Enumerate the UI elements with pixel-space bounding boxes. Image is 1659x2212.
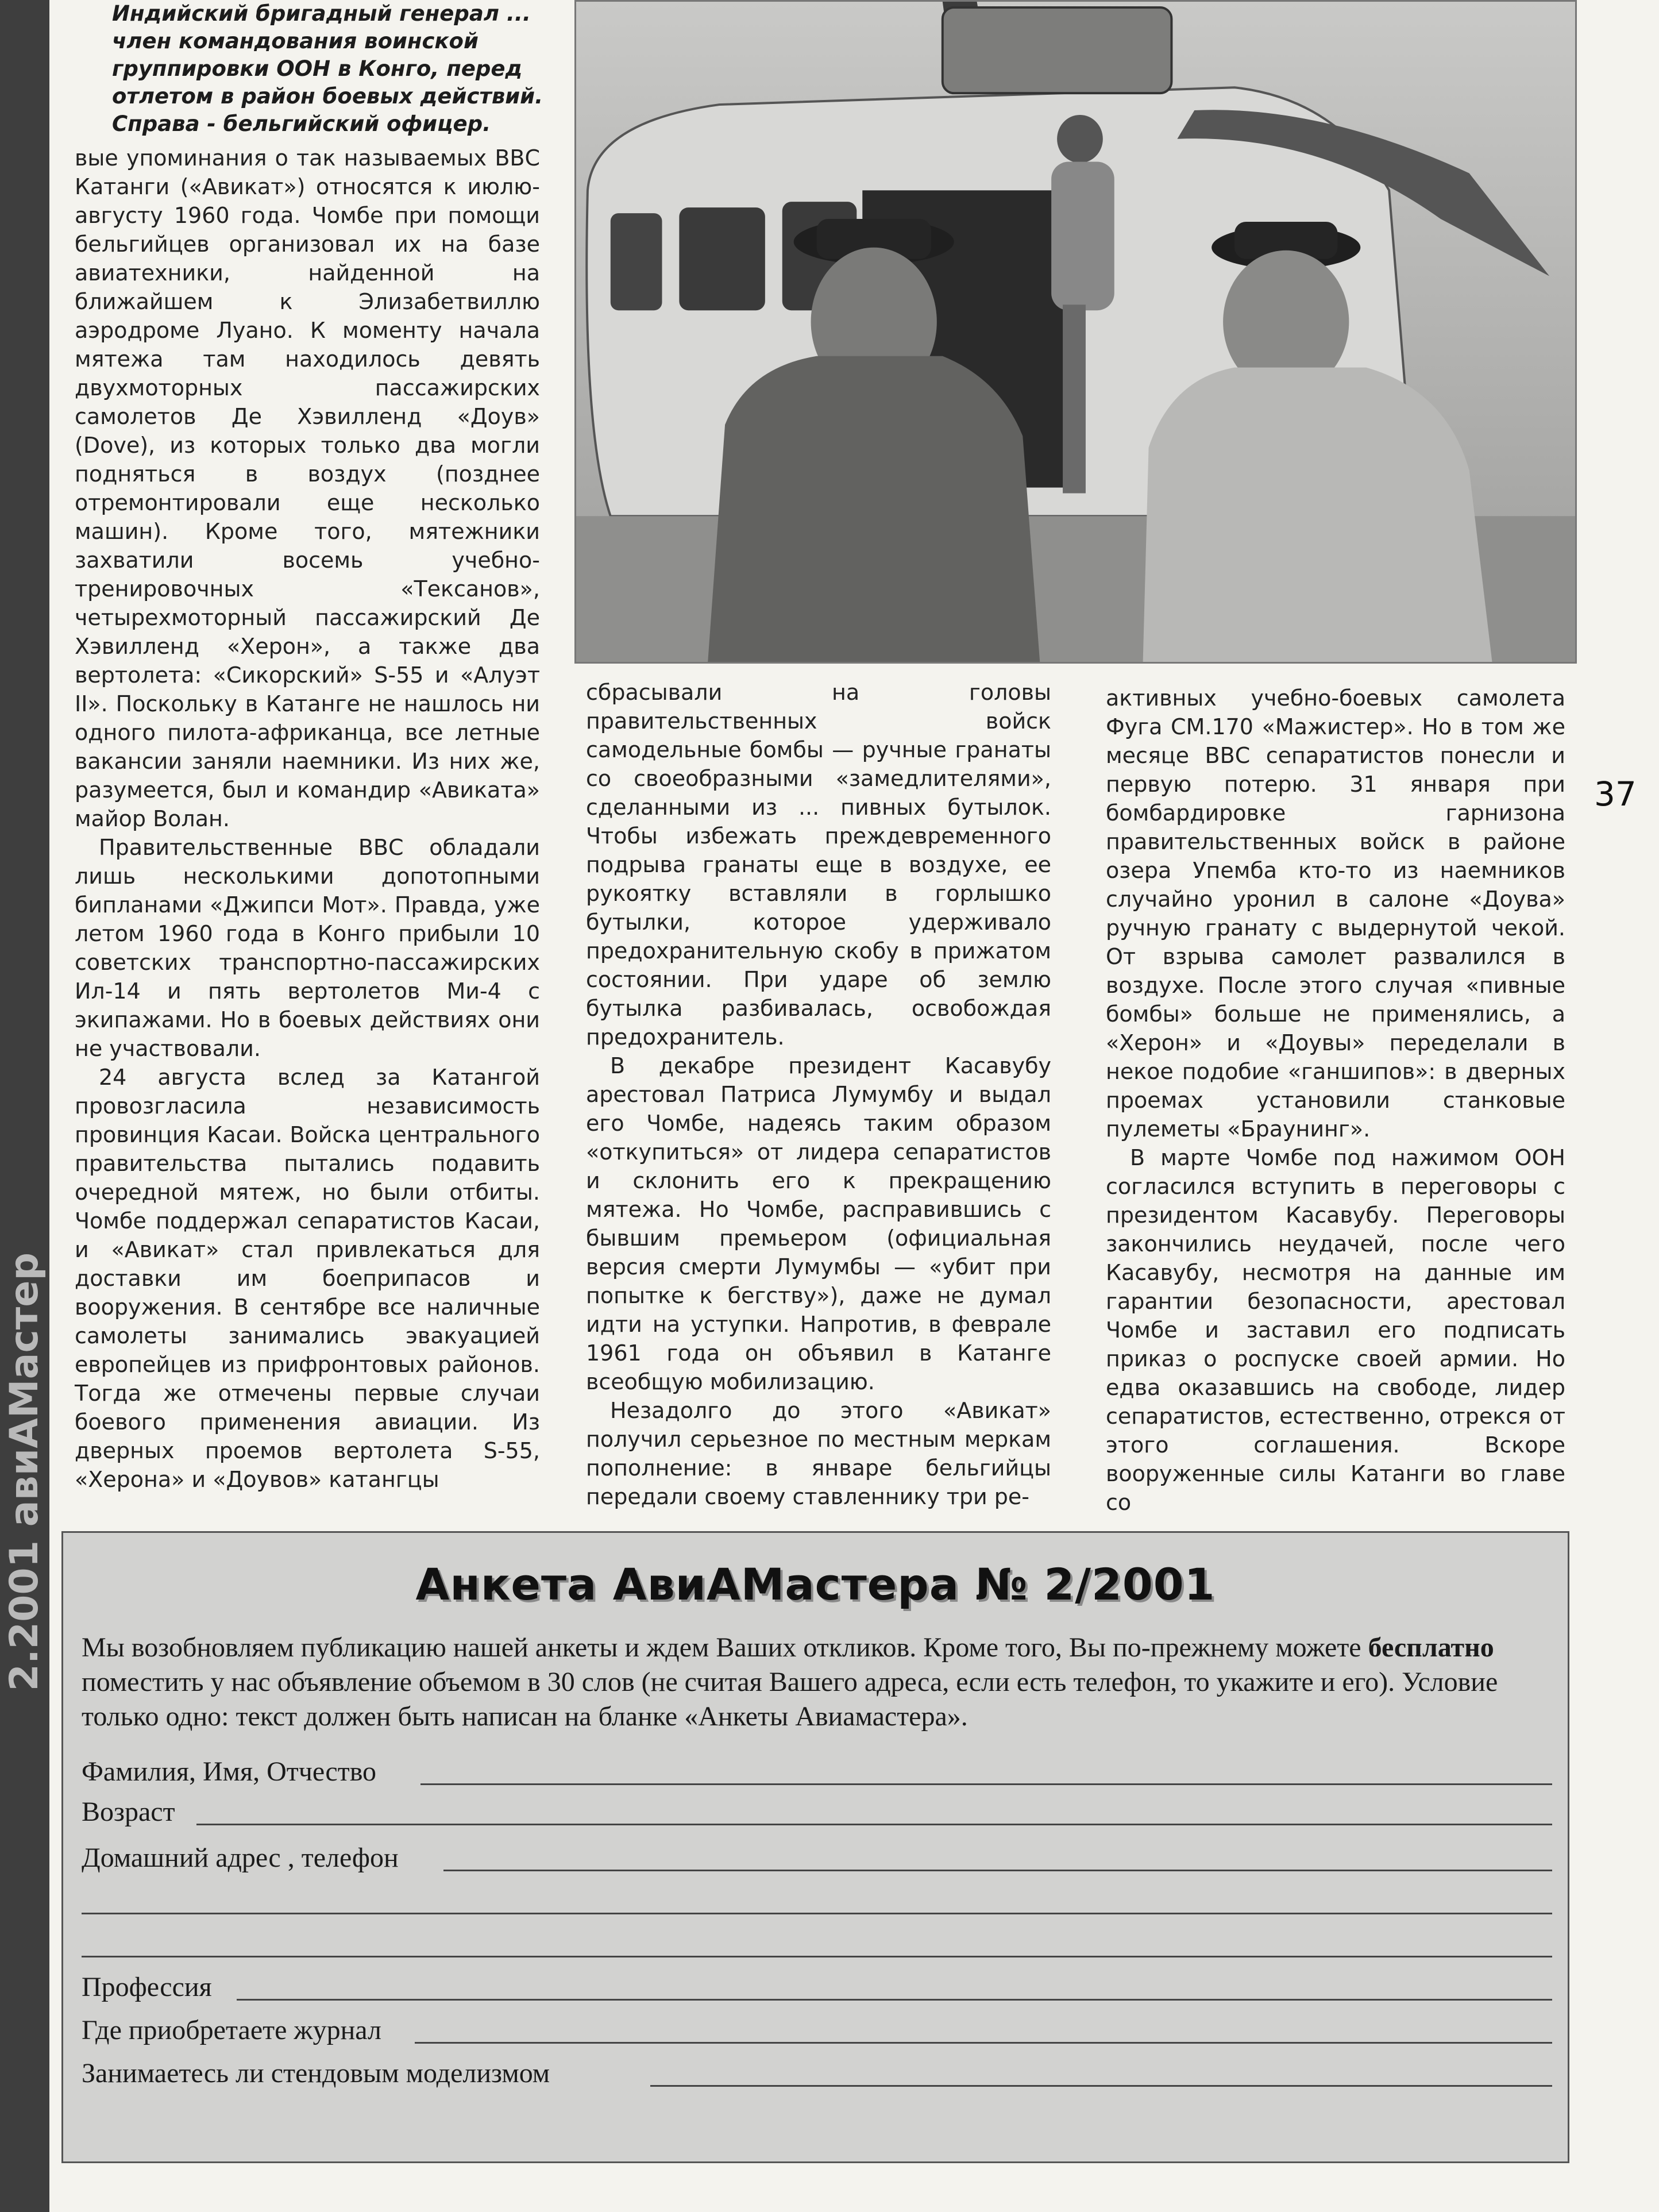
article-paragraph: 24 августа вслед за Катангой провозгласила независимость провинция Касаи. Войска центрального правительства пытались подавить очередной мятеж, но были отбиты. Чомбе поддержал сепаратистов Касаи, и «Авикат» стал привлекаться для доставки им боеприпасов и вооружения. В сентябре все наличные самолеты занимались эвакуацией европейцев из прифронтовых районов. Тогда же отмечены первые случаи боевого применения авиации. Из дверных проемов вертолета S-55, «Херона» и «Доувов» катангцы bbox=[75, 1065, 540, 1492]
field-label: Занимаетесь ли стендовым моделизмом bbox=[82, 2058, 550, 2088]
article-paragraph: В декабре президент Касавубу арестовал Патриса Лумумбу и выдал его Чомбе, надеясь таким образом «откупиться» от лидера сепаратистов и склонить его к прекращению мятежа. Но Чомбе, расправившись с бывшим премьером (официальная версия смерти Лумумбы — «убит при попытке к бегству»), даже не думал идти на уступки. Напротив, в феврале 1961 года он объявил в Катанге всеобщую мобилизацию. bbox=[586, 1053, 1051, 1394]
article-column-1 bbox=[75, 144, 540, 1494]
form-intro bbox=[82, 1631, 1552, 1734]
field-line[interactable] bbox=[415, 2042, 1552, 2044]
field-scale-modeling[interactable] bbox=[82, 2053, 1552, 2090]
article-paragraph: Правительственные ВВС обладали лишь несколькими допотопными бипланами «Джипси Мот». Правда, уже летом 1960 года в Конго прибыли 10 советских транспортно-пассажирских Ил-14 и пять вертолетов Ми-4 с экипажами. Но в боевых действиях они не участвовали. bbox=[75, 835, 540, 1061]
field-line[interactable] bbox=[237, 1999, 1552, 2001]
field-line[interactable] bbox=[82, 1956, 1552, 1957]
field-label: Профессия bbox=[82, 1972, 212, 2002]
field-full-name[interactable] bbox=[82, 1751, 1552, 1788]
photo-image bbox=[576, 2, 1575, 662]
page-spine bbox=[0, 0, 49, 2212]
field-line[interactable] bbox=[196, 1824, 1552, 1825]
issue-header-vertical: 2.2001 авиАМастер bbox=[2, 1253, 47, 1691]
article-column-2 bbox=[586, 678, 1051, 1511]
article-paragraph: В марте Чомбе под нажимом ООН согласился вступить в переговоры с президентом Касавубу. Переговоры закончились неудачей, после чего Касавубу, несмотря на данные им гарантии безопасности, арестовал Чомбе и заставил его подписать приказ о роспуске своей армии. Но едва оказавшись на свободе, лидер сепаратистов, естественно, отрекся от этого соглашения. Вскоре вооруженные силы Катанги во главе со bbox=[1106, 1145, 1565, 1515]
field-line[interactable] bbox=[443, 1870, 1552, 1871]
article-paragraph: вые упоминания о так называемых ВВС Катанги («Авикат») относятся к июлю-августу 1960 года. Чомбе при помощи бельгийцев организовал их на базе авиатехники, найденной на ближайшем к Элизабетвиллю аэродроме Луано. К моменту начала мятежа там находилось девять двухмоторных пассажирских самолетов Де Хэвилленд «Доув» (Dove), из которых только два могли подняться в воздух (позднее отремонтировали еще несколько машин). Кроме того, мятежники захватили восемь учебно-тренировочных «Тексанов», четырехмоторный пассажирский Де Хэвилленд «Херон», а также два вертолета: «Сикорский» S-55 и «Алуэт II». Поскольку в Катанге не нашлось ни одного пилота-африканца, все летные вакансии заняли наемники. Из них же, разумеется, был и командир «Авиката» майор Волан. bbox=[75, 145, 540, 831]
photo-caption: Индийский бригадный генерал ... член командования воинской группировки ООН в Конго, перед отлетом в район боевых действий. Справа - бельгийский офицер. bbox=[112, 1, 543, 136]
field-line[interactable] bbox=[650, 2085, 1552, 2087]
field-profession[interactable] bbox=[82, 1967, 1552, 2003]
field-address-phone[interactable] bbox=[82, 1837, 1552, 1874]
form-intro-text: поместить у нас объявление объемом в 30 слов (не считая Вашего адреса, если есть телефон, то укажите и его). Условие только одно: текст должен быть написан на бланке «Анкеты Авиамастера». bbox=[82, 1667, 1498, 1732]
field-age[interactable] bbox=[82, 1791, 1552, 1828]
form-title: Анкета АвиАМастера № 2/2001 bbox=[415, 1559, 1216, 1610]
field-address-line-3[interactable] bbox=[82, 1924, 1552, 1960]
article-paragraph: активных учебно-боевых самолета Фуга СМ.170 «Мажистер». Но в том же месяце ВВС сепаратистов понесли и первую потерю. 31 января при бомбардировке гарнизона правительственных войск в районе озера Упемба кто-то из наемников случайно уронил в салоне «Доува» ручную гранату с выдернутой чекой. От взрыва самолет развалился в воздухе. После этого случая «пивные бомбы» больше не применялись, а «Херон» и «Доувы» переделали в некое подобие «ганшипов»: в дверных проемах установили станковые пулеметы «Браунинг». bbox=[1106, 685, 1565, 1142]
field-address-line-2[interactable] bbox=[82, 1880, 1552, 1917]
field-label: Фамилия, Имя, Отчество bbox=[82, 1756, 377, 1787]
article-paragraph: сбрасывали на головы правительственных войск самодельные бомбы — ручные гранаты со своеобразными «замедлителями», сделанными из ... пивных бутылок. Чтобы избежать преждевременного подрыва гранаты еще в воздухе, ее рукоятку вставляли в горлышко бутылки, которое удерживало предохранительную скобу в прижатом состоянии. При ударе об землю бутылка разбивалась, освобождая предохранитель. bbox=[586, 680, 1051, 1050]
form-intro-text: Мы возобновляем публикацию нашей анкеты и ждем Ваших откликов. Кроме того, Вы по-прежнему можете bbox=[82, 1632, 1368, 1663]
survey-form bbox=[61, 1531, 1569, 2163]
field-label: Домашний адрес , телефон bbox=[82, 1843, 399, 1873]
field-where-buy[interactable] bbox=[82, 2010, 1552, 2047]
page-number: 37 bbox=[1594, 774, 1637, 814]
field-label: Возраст bbox=[82, 1797, 175, 1827]
form-intro-bold: бесплатно bbox=[1368, 1632, 1494, 1663]
field-line[interactable] bbox=[82, 1913, 1552, 1914]
photo-helicopter-officers bbox=[574, 0, 1577, 664]
article-paragraph: Незадолго до этого «Авикат» получил серьезное по местным меркам пополнение: в январе бельгийцы передали своему ставленнику три ре- bbox=[586, 1398, 1051, 1509]
field-line[interactable] bbox=[420, 1783, 1552, 1785]
article-column-3 bbox=[1106, 684, 1565, 1517]
field-label: Где приобретаете журнал bbox=[82, 2015, 381, 2045]
